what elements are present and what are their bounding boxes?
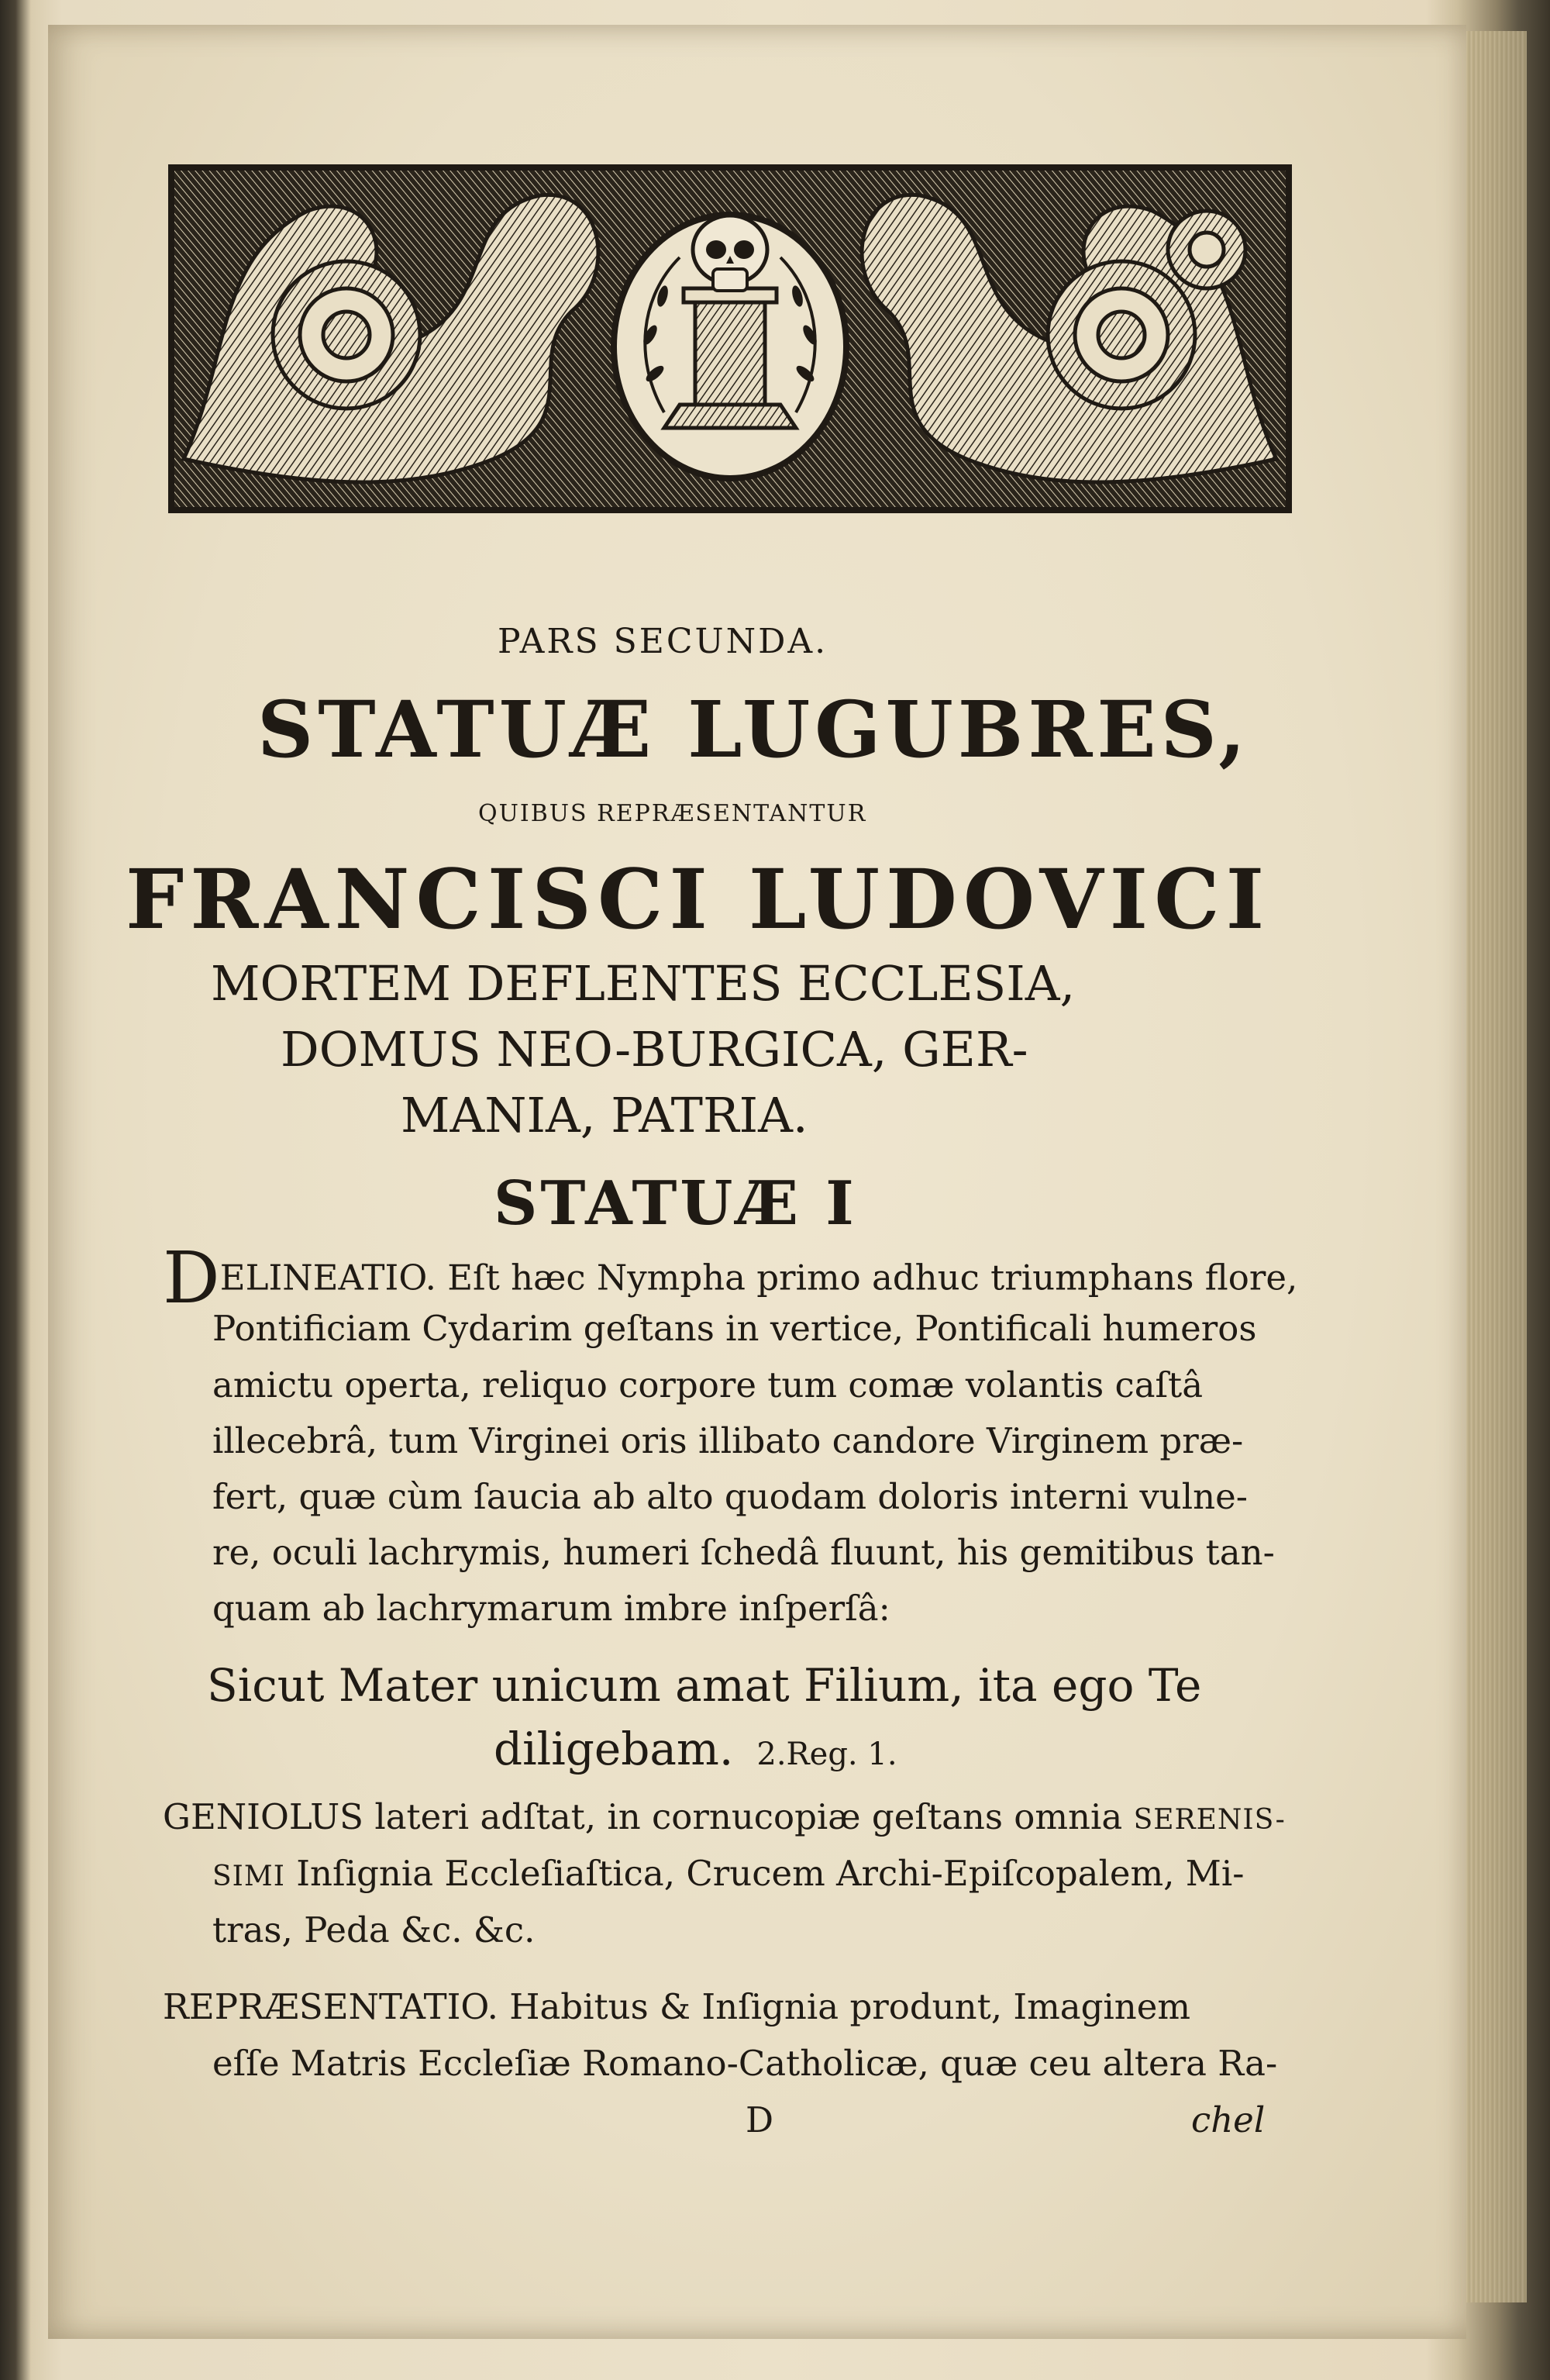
text-line: fert, quæ cùm ſaucia ab alto quodam doloris interni vulne- xyxy=(212,1476,1248,1517)
main-title: STATUÆ LUGUBRES, xyxy=(257,684,1251,775)
geniolus-line: tras, Peda &c. &c. xyxy=(212,1909,536,1951)
part-heading: PARS SECUNDA. xyxy=(498,622,828,661)
text-line: amictu operta, reliquo corpore tum comæ volantis caſtâ xyxy=(212,1364,1204,1406)
small-caps-text: SIMI xyxy=(212,1861,285,1892)
drop-cap: D xyxy=(163,1237,220,1319)
geniolus-line xyxy=(212,1853,1244,1894)
text-line: illecebrâ, tum Virginei oris illibato candore Virginem præ- xyxy=(212,1420,1244,1461)
repraesentatio-line: eſſe Matris Eccleſiæ Romano-Catholicæ, quæ ceu altera Ra- xyxy=(212,2043,1278,2084)
quote-line: Sicut Mater unicum amat Filium, ita ego Te xyxy=(207,1659,1202,1712)
heading-line: DOMUS NEO-BURGICA, GER- xyxy=(281,1021,1028,1078)
text-line: quam ab lachrymarum imbre inſperſâ: xyxy=(212,1588,890,1629)
quote-line xyxy=(494,1723,897,1775)
name-heading: FRANCISCI LUDOVICI xyxy=(126,850,1271,947)
repraesentatio-line: REPRÆSENTATIO. Habitus & Inſignia produnt, Imaginem xyxy=(163,1986,1191,2027)
subtitle: QUIBUS REPRÆSENTANTUR xyxy=(478,800,867,827)
quote-text: diligebam. xyxy=(494,1723,734,1775)
section-heading: STATUÆ I xyxy=(494,1168,857,1239)
text-line: Pontificiam Cydarim geſtans in vertice, Pontificali humeros xyxy=(212,1308,1257,1349)
text-fragment: Inſignia Eccleſiaſtica, Crucem Archi-Epiſcopalem, Mi- xyxy=(284,1853,1245,1894)
geniolus-lead: GENIOLUS xyxy=(163,1796,364,1837)
skull-urn-ornament-icon xyxy=(168,164,1292,513)
page xyxy=(48,25,1466,2339)
delineatio-first-line xyxy=(163,1237,1298,1319)
heading-line: MORTEM DEFLENTES ECCLESIA, xyxy=(211,955,1076,1012)
quote-reference: 2.Reg. 1. xyxy=(756,1737,897,1772)
catchword: chel xyxy=(1191,2099,1266,2140)
geniolus-line xyxy=(163,1796,1286,1837)
heading-line: MANIA, PATRIA. xyxy=(401,1087,808,1143)
small-caps-text: SERENIS- xyxy=(1133,1804,1286,1836)
text-fragment: lateri adſtat, in cornucopiæ geſtans omnia xyxy=(363,1796,1134,1837)
text-line: re, oculi lachrymis, humeri ſchedâ fluunt, his gemitibus tan- xyxy=(212,1532,1275,1573)
signature-mark: D xyxy=(746,2099,774,2140)
text-line: ELINEATIO. Eſt hæc Nympha primo adhuc triumphans flore, xyxy=(219,1257,1298,1299)
